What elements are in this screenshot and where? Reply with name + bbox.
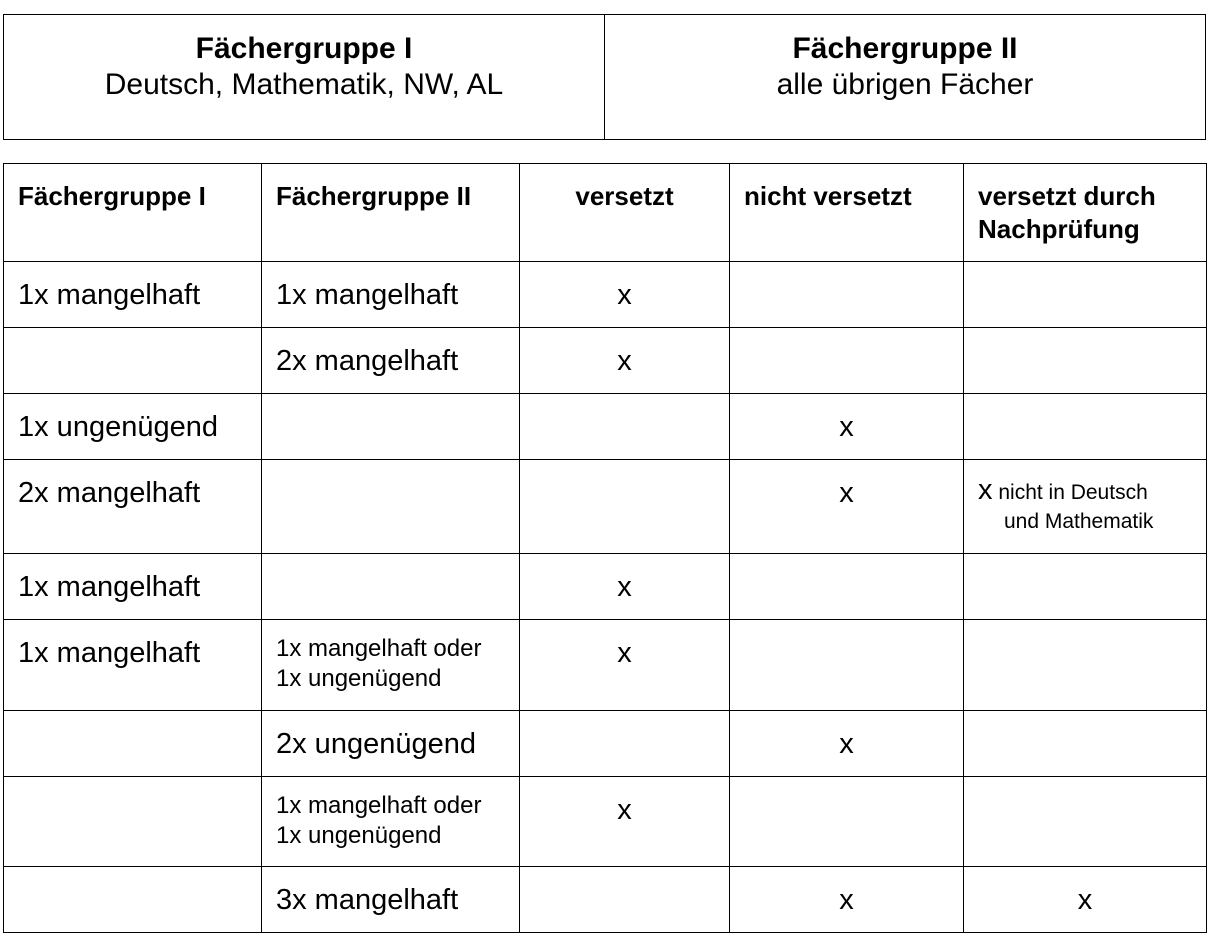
- cell-group-2: [262, 777, 520, 867]
- cell-versetzt: [520, 867, 730, 933]
- cell-versetzt: [520, 711, 730, 777]
- cell-group-1: [4, 328, 262, 394]
- cell-group-1: [4, 777, 262, 867]
- group-subjects: Deutsch, Mathematik, NW, AL: [104, 68, 504, 101]
- mark-x: x: [978, 474, 993, 506]
- note-line-1: nicht in Deutsch: [998, 481, 1148, 504]
- cell-versetzt: x: [520, 620, 730, 711]
- cell-group-1: [4, 867, 262, 933]
- cell-versetzt: x: [520, 328, 730, 394]
- cell-versetzt: x: [520, 262, 730, 328]
- cell-group-2: 1x mangelhaft: [262, 262, 520, 328]
- cell-versetzt: [520, 460, 730, 554]
- cell-line-2: 1x ungenügend: [276, 665, 442, 692]
- table-row: [4, 867, 1207, 933]
- cell-versetzt: [520, 394, 730, 460]
- cell-nachpruefung: [964, 777, 1207, 867]
- cell-nachpruefung: [964, 554, 1207, 620]
- group-title: Fächergruppe I: [195, 32, 413, 65]
- cell-nachpruefung: [964, 394, 1207, 460]
- cell-group-1: [4, 711, 262, 777]
- cell-line-1: 1x mangelhaft oder: [276, 792, 482, 819]
- cell-group-2: 2x ungenügend: [262, 711, 520, 777]
- cell-group-1: 1x mangelhaft: [4, 554, 262, 620]
- table-row: [4, 711, 1207, 777]
- cell-nicht-versetzt: x: [730, 867, 964, 933]
- promotion-rules-table: [3, 163, 1207, 933]
- cell-line-1: 1x mangelhaft oder: [276, 635, 482, 662]
- header-group-2: Fächergruppe II: [262, 164, 520, 262]
- table-row: [4, 777, 1207, 867]
- table-row: [4, 554, 1207, 620]
- cell-versetzt: x: [520, 777, 730, 867]
- cell-group-2: [262, 554, 520, 620]
- header-group-1: Fächergruppe I: [4, 164, 262, 262]
- table-row: [4, 620, 1207, 711]
- subject-group-2: [604, 15, 1205, 139]
- cell-group-2: [262, 620, 520, 711]
- table-row: [4, 262, 1207, 328]
- subject-group-1: [4, 15, 604, 139]
- header-versetzt: versetzt: [520, 164, 730, 262]
- cell-line-2: 1x ungenügend: [276, 822, 442, 849]
- table-row: [4, 328, 1207, 394]
- group-title: Fächergruppe II: [792, 32, 1018, 65]
- subject-groups-box: [3, 14, 1206, 140]
- cell-group-1: 1x ungenügend: [4, 394, 262, 460]
- cell-nachpruefung: [964, 262, 1207, 328]
- cell-nicht-versetzt: x: [730, 711, 964, 777]
- cell-group-2: [262, 460, 520, 554]
- cell-nachpruefung: [964, 328, 1207, 394]
- group-subjects: alle übrigen Fächer: [776, 68, 1034, 101]
- cell-nicht-versetzt: [730, 554, 964, 620]
- cell-nicht-versetzt: x: [730, 460, 964, 554]
- cell-nicht-versetzt: [730, 262, 964, 328]
- cell-nachpruefung: [964, 460, 1207, 554]
- cell-nicht-versetzt: x: [730, 394, 964, 460]
- table-row: [4, 394, 1207, 460]
- cell-nachpruefung: x: [964, 867, 1207, 933]
- cell-group-1: 2x mangelhaft: [4, 460, 262, 554]
- cell-nicht-versetzt: [730, 620, 964, 711]
- cell-nachpruefung: [964, 711, 1207, 777]
- cell-nicht-versetzt: [730, 328, 964, 394]
- cell-nachpruefung: [964, 620, 1207, 711]
- header-nachpruefung: versetzt durch Nachprüfung: [964, 164, 1207, 262]
- header-nicht-versetzt: nicht versetzt: [730, 164, 964, 262]
- cell-group-2: 2x mangelhaft: [262, 328, 520, 394]
- cell-versetzt: x: [520, 554, 730, 620]
- note-line-2: und Mathematik: [1004, 510, 1154, 533]
- cell-group-1: 1x mangelhaft: [4, 620, 262, 711]
- table-row: [4, 460, 1207, 554]
- cell-group-1: 1x mangelhaft: [4, 262, 262, 328]
- cell-nicht-versetzt: [730, 777, 964, 867]
- table-header-row: [4, 164, 1207, 262]
- cell-group-2: [262, 394, 520, 460]
- cell-group-2: 3x mangelhaft: [262, 867, 520, 933]
